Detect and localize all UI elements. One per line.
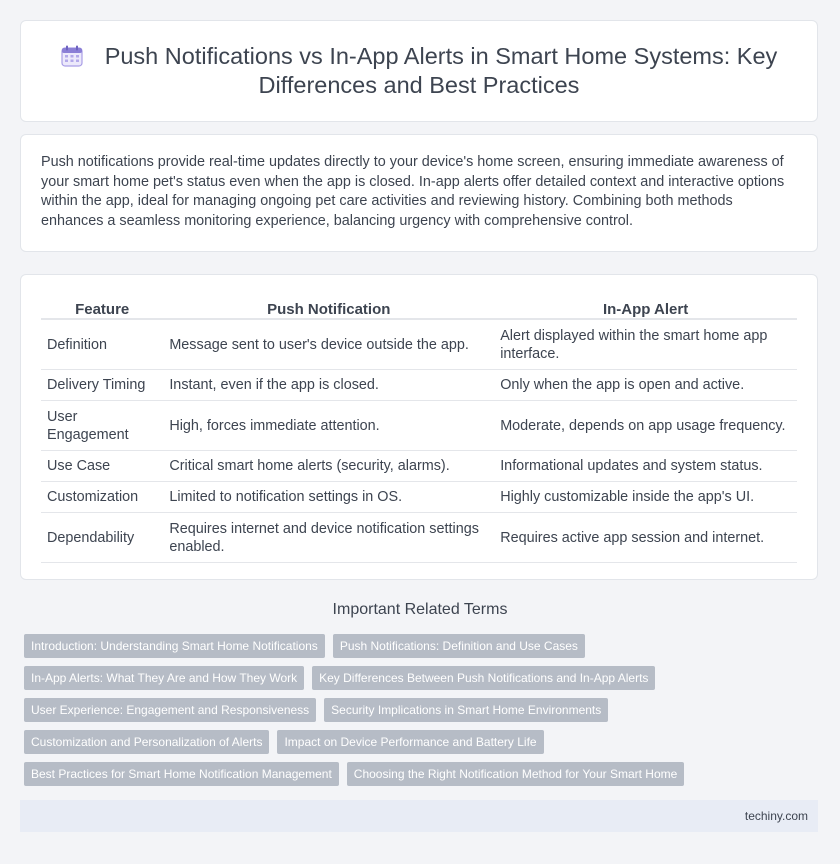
table-cell: Use Case (41, 451, 163, 482)
intro-text: Push notifications provide real-time updates directly to your device's home screen, ensuring immediate awareness of your smart home pet's status even when the app is closed. In-app alerts offer detailed context and interactive options within the app, ideal for managing ongoing pet care activities and reviewing history. Combining both methods enhances a seamless monitoring experience, balancing urgency with comprehensive control. (41, 154, 785, 229)
page-title-wrap (39, 42, 799, 100)
table-cell: Requires internet and device notification settings enabled. (163, 513, 494, 563)
table-cell: High, forces immediate attention. (163, 401, 494, 451)
table-cell: Alert displayed within the smart home app interface. (494, 319, 797, 370)
table-cell: Requires active app session and internet. (494, 513, 797, 563)
table-row (41, 513, 797, 563)
table-cell: Definition (41, 319, 163, 370)
table-header-row (41, 293, 797, 319)
table-row (41, 401, 797, 451)
table-cell: Only when the app is open and active. (494, 370, 797, 401)
related-term-tag[interactable]: User Experience: Engagement and Responsiveness (24, 698, 316, 722)
table-cell: Highly customizable inside the app's UI. (494, 482, 797, 513)
table-header-inapp: In-App Alert (494, 293, 797, 319)
table-cell: Critical smart home alerts (security, alarms). (163, 451, 494, 482)
page-title: Push Notifications vs In-App Alerts in Smart Home Systems: Key Differences and Best Practices (104, 43, 778, 98)
intro-card (20, 134, 818, 252)
related-term-tag[interactable]: Best Practices for Smart Home Notification Management (24, 762, 339, 786)
table-cell: Informational updates and system status. (494, 451, 797, 482)
related-term-tag[interactable]: Security Implications in Smart Home Environments (324, 698, 608, 722)
header-card (20, 20, 818, 122)
table-cell: Moderate, depends on app usage frequency. (494, 401, 797, 451)
footer-brand[interactable]: techiny.com (744, 809, 808, 823)
comparison-table (41, 293, 797, 563)
related-term-tag[interactable]: Impact on Device Performance and Battery Life (277, 730, 543, 754)
table-cell: Dependability (41, 513, 163, 563)
table-row (41, 370, 797, 401)
calendar-icon (61, 45, 83, 67)
comparison-table-card (20, 274, 818, 580)
table-header-push: Push Notification (163, 293, 494, 319)
table-row (41, 319, 797, 370)
related-term-tag[interactable]: Key Differences Between Push Notifications and In-App Alerts (312, 666, 655, 690)
related-term-tag[interactable]: Customization and Personalization of Alerts (24, 730, 269, 754)
related-term-tag[interactable]: Push Notifications: Definition and Use Cases (333, 634, 585, 658)
table-cell: User Engagement (41, 401, 163, 451)
related-terms-title: Important Related Terms (332, 601, 508, 618)
related-terms-list (24, 634, 824, 794)
related-term-tag[interactable]: In-App Alerts: What They Are and How They Work (24, 666, 304, 690)
table-cell: Customization (41, 482, 163, 513)
table-cell: Message sent to user's device outside the app. (163, 319, 494, 370)
related-term-tag[interactable]: Introduction: Understanding Smart Home Notifications (24, 634, 325, 658)
table-cell: Delivery Timing (41, 370, 163, 401)
related-term-tag[interactable]: Choosing the Right Notification Method for Your Smart Home (347, 762, 685, 786)
table-cell: Limited to notification settings in OS. (163, 482, 494, 513)
table-cell: Instant, even if the app is closed. (163, 370, 494, 401)
table-header-feature: Feature (41, 293, 163, 319)
table-row (41, 482, 797, 513)
footer (20, 800, 818, 832)
table-row (41, 451, 797, 482)
